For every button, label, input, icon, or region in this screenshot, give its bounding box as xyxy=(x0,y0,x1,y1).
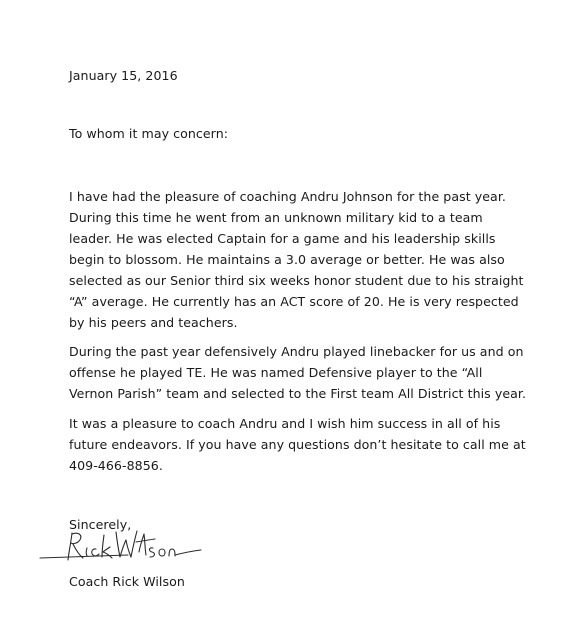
paragraph-line: future endeavors. If you have any questions don’t hesitate to call me at xyxy=(69,437,526,452)
handwritten-signature xyxy=(38,522,203,570)
paragraph-line: Vernon Parish” team and selected to the First team All District this year. xyxy=(69,386,527,401)
paragraph-line: During the past year defensively Andru played linebacker for us and on xyxy=(69,344,524,359)
salutation: To whom it may concern: xyxy=(69,126,229,141)
paragraph-line: It was a pleasure to coach Andru and I wish him success in all of his xyxy=(69,416,501,431)
paragraph-line: selected as our Senior third six weeks honor student due to his straight xyxy=(69,273,524,288)
closing: Sincerely, xyxy=(69,517,132,532)
paragraph-line: “A” average. He currently has an ACT score of 20. He is very respected xyxy=(69,294,519,309)
paragraph-line: leader. He was elected Captain for a game and his leadership skills xyxy=(69,231,496,246)
paragraph-line: 409-466-8856. xyxy=(69,458,163,473)
letter-date: January 15, 2016 xyxy=(69,68,178,83)
paragraph-line: offense he played TE. He was named Defensive player to the “All xyxy=(69,365,483,380)
paragraph-line: During this time he went from an unknown military kid to a team xyxy=(69,210,483,225)
paragraph-line: I have had the pleasure of coaching Andru Johnson for the past year. xyxy=(69,189,506,204)
signer-name: Coach Rick Wilson xyxy=(69,574,185,589)
paragraph-line: begin to blossom. He maintains a 3.0 average or better. He was also xyxy=(69,252,505,267)
paragraph-line: by his peers and teachers. xyxy=(69,315,238,330)
